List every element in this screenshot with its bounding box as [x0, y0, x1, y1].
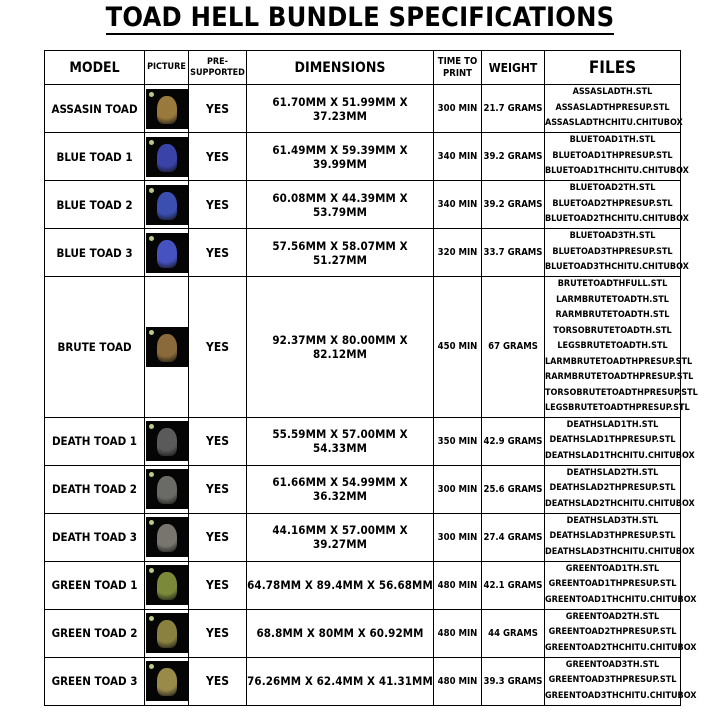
brand-logo-icon [149, 330, 154, 335]
model-picture [145, 417, 189, 465]
model-picture [145, 465, 189, 513]
presupported-value: YES [189, 229, 247, 277]
table-row [45, 85, 681, 133]
model-picture [145, 229, 189, 277]
miniature-figure [157, 620, 177, 648]
weight-value: 39.2 GRAMS [482, 181, 545, 229]
weight-value: 39.3 GRAMS [482, 657, 545, 705]
brand-logo-icon [149, 236, 154, 241]
files-list [545, 513, 695, 561]
files-list [545, 133, 689, 181]
files-list [545, 85, 681, 133]
print-time-value: 300 MIN [434, 465, 482, 513]
file-name: LARMBRUTETOADTH.STL [556, 294, 669, 305]
weight-value: 44 GRAMS [482, 609, 545, 657]
miniature-figure [157, 668, 177, 696]
weight-value: 27.4 GRAMS [482, 513, 545, 561]
model-name: DEATH TOAD 2 [45, 465, 145, 513]
model-picture [145, 277, 189, 418]
presupported-value: YES [189, 277, 247, 418]
model-name: BLUE TOAD 2 [45, 181, 145, 229]
brand-logo-icon [149, 520, 154, 525]
dimensions-value: 68.8MM X 80MM X 60.92MM [247, 609, 434, 657]
table-row [45, 657, 681, 705]
model-name: GREEN TOAD 3 [45, 657, 145, 705]
file-name: BLUETOAD2TH.STL [569, 183, 656, 194]
file-name: DEATHSLAD1THCHITU.CHITUBOX [545, 450, 695, 461]
print-time-value: 320 MIN [434, 229, 482, 277]
weight-value: 39.2 GRAMS [482, 133, 545, 181]
file-name: BLUETOAD1THCHITU.CHITUBOX [545, 166, 689, 177]
file-name: LEGSBRUTETOADTHPRESUP.STL [545, 403, 690, 413]
header-files: FILES [545, 51, 681, 85]
table-row [45, 417, 681, 465]
file-name: GREENTOAD2THCHITU.CHITUBOX [545, 642, 697, 653]
model-name: DEATH TOAD 3 [45, 513, 145, 561]
miniature-figure [157, 476, 177, 504]
weight-value: 67 GRAMS [482, 277, 545, 418]
brand-logo-icon [149, 568, 154, 573]
file-name: LEGSBRUTETOADTH.STL [557, 341, 668, 351]
dimensions-value: 44.16MM X 57.00MM X 39.27MM [247, 513, 434, 561]
print-time-value: 300 MIN [434, 85, 482, 133]
dimensions-value: 76.26MM X 62.4MM X 41.31MM [247, 657, 434, 705]
print-time-value: 340 MIN [434, 133, 482, 181]
file-name: BLUETOAD2THPRESUP.STL [552, 198, 673, 209]
file-name: BLUETOAD3THCHITU.CHITUBOX [545, 262, 689, 273]
model-name: GREEN TOAD 2 [45, 609, 145, 657]
file-name: GREENTOAD2THPRESUP.STL [548, 627, 677, 638]
file-name: BLUETOAD2THCHITU.CHITUBOX [545, 214, 689, 225]
file-name: GREENTOAD3TH.STL [565, 659, 660, 670]
file-name: DEATHSLAD3TH.STL [566, 515, 659, 526]
presupported-value: YES [189, 657, 247, 705]
presupported-value: YES [189, 561, 247, 609]
model-picture [145, 609, 189, 657]
model-thumbnail [146, 327, 188, 367]
presupported-value: YES [189, 513, 247, 561]
miniature-figure [157, 192, 177, 220]
dimensions-value: 61.49MM X 59.39MM X 39.99MM [247, 133, 434, 181]
file-name: GREENTOAD2TH.STL [565, 611, 660, 622]
model-thumbnail [146, 661, 188, 701]
table-row [45, 609, 681, 657]
miniature-figure [157, 524, 177, 552]
presupported-value: YES [189, 609, 247, 657]
model-picture [145, 133, 189, 181]
brand-logo-icon [149, 472, 154, 477]
print-time-value: 340 MIN [434, 181, 482, 229]
miniature-figure [157, 572, 177, 600]
table-row [45, 513, 681, 561]
file-name: DEATHSLAD1TH.STL [566, 419, 659, 430]
presupported-value: YES [189, 465, 247, 513]
header-dimensions: DIMENSIONS [247, 51, 434, 85]
file-name: TORSOBRUTETOADTHPRESUP.STL [545, 387, 698, 398]
page-title [0, 0, 720, 38]
presupported-value: YES [189, 85, 247, 133]
file-name: BLUETOAD3TH.STL [569, 231, 656, 242]
file-name: BLUETOAD3THPRESUP.STL [552, 246, 673, 257]
print-time-value: 350 MIN [434, 417, 482, 465]
miniature-figure [157, 144, 177, 172]
miniature-figure [157, 428, 177, 456]
file-name: RARMBRUTETOADTH.STL [555, 310, 670, 320]
model-thumbnail [146, 469, 188, 509]
file-name: BLUETOAD1TH.STL [569, 135, 656, 146]
brand-logo-icon [149, 616, 154, 621]
model-name: BLUE TOAD 1 [45, 133, 145, 181]
table-row [45, 181, 681, 229]
table-row [45, 229, 681, 277]
print-time-value: 480 MIN [434, 609, 482, 657]
files-list [545, 561, 697, 609]
file-name: ASSASLADTH.STL [572, 87, 653, 98]
weight-value: 25.6 GRAMS [482, 465, 545, 513]
weight-value: 42.1 GRAMS [482, 561, 545, 609]
file-name: DEATHSLAD1THPRESUP.STL [549, 435, 676, 446]
table-row [45, 465, 681, 513]
model-picture [145, 85, 189, 133]
file-name: GREENTOAD1TH.STL [565, 563, 660, 574]
miniature-figure [157, 334, 177, 362]
files-list [545, 657, 697, 705]
title-text: TOAD HELL BUNDLE SPECIFICATIONS [105, 2, 615, 33]
dimensions-value: 64.78MM X 89.4MM X 56.68MM [247, 561, 434, 609]
model-thumbnail [146, 517, 188, 557]
files-list [545, 417, 695, 465]
header-weight: WEIGHT [482, 51, 545, 85]
model-thumbnail [146, 565, 188, 605]
dimensions-value: 92.37MM X 80.00MM X 82.12MM [247, 277, 434, 418]
files-list [545, 609, 697, 657]
model-thumbnail [146, 185, 188, 225]
model-picture [145, 657, 189, 705]
model-picture [145, 181, 189, 229]
file-name: DEATHSLAD2TH.STL [566, 467, 659, 478]
header-model: MODEL [45, 51, 145, 85]
dimensions-value: 61.70MM X 51.99MM X 37.23MM [247, 85, 434, 133]
header-row [45, 51, 681, 85]
file-name: DEATHSLAD2THCHITU.CHITUBOX [545, 498, 695, 509]
file-name: GREENTOAD3THCHITU.CHITUBOX [545, 690, 697, 701]
dimensions-value: 61.66MM X 54.99MM X 36.32MM [247, 465, 434, 513]
weight-value: 33.7 GRAMS [482, 229, 545, 277]
file-name: RARMBRUTETOADTHPRESUP.STL [545, 372, 694, 382]
brand-logo-icon [149, 664, 154, 669]
file-name: DEATHSLAD2THPRESUP.STL [549, 483, 676, 494]
header-time: TIME TO PRINT [434, 51, 482, 85]
brand-logo-icon [149, 92, 154, 97]
file-name: TORSOBRUTETOADTH.STL [553, 325, 672, 336]
miniature-figure [157, 96, 177, 124]
file-name: BRUTETOADTHFULL.STL [557, 279, 668, 289]
specifications-table [44, 50, 698, 706]
table-row [45, 277, 681, 418]
model-thumbnail [146, 89, 188, 129]
model-name: BLUE TOAD 3 [45, 229, 145, 277]
dimensions-value: 57.56MM X 58.07MM X 51.27MM [247, 229, 434, 277]
header-picture: PICTURE [145, 51, 189, 85]
print-time-value: 480 MIN [434, 561, 482, 609]
file-name: GREENTOAD1THPRESUP.STL [548, 579, 677, 590]
model-name: DEATH TOAD 1 [45, 417, 145, 465]
file-name: GREENTOAD3THPRESUP.STL [548, 675, 677, 686]
weight-value: 21.7 GRAMS [482, 85, 545, 133]
file-name: ASSASLADTHCHITU.CHITUBOX [545, 118, 683, 129]
model-picture [145, 513, 189, 561]
presupported-value: YES [189, 417, 247, 465]
files-list [545, 181, 689, 229]
file-name: GREENTOAD1THCHITU.CHITUBOX [545, 594, 697, 605]
brand-logo-icon [149, 140, 154, 145]
model-thumbnail [146, 233, 188, 273]
print-time-value: 450 MIN [434, 277, 482, 418]
model-thumbnail [146, 137, 188, 177]
file-name: BLUETOAD1THPRESUP.STL [552, 150, 673, 161]
brand-logo-icon [149, 188, 154, 193]
files-list [545, 229, 689, 277]
file-name: LARMBRUTETOADTHPRESUP.STL [545, 356, 693, 367]
files-list [545, 277, 698, 418]
print-time-value: 300 MIN [434, 513, 482, 561]
presupported-value: YES [189, 181, 247, 229]
model-thumbnail [146, 613, 188, 653]
miniature-figure [157, 240, 177, 268]
file-name: DEATHSLAD3THCHITU.CHITUBOX [545, 546, 695, 557]
model-name: ASSASIN TOAD [45, 85, 145, 133]
brand-logo-icon [149, 424, 154, 429]
file-name: DEATHSLAD3THPRESUP.STL [549, 531, 676, 542]
presupported-value: YES [189, 133, 247, 181]
table-row [45, 561, 681, 609]
print-time-value: 480 MIN [434, 657, 482, 705]
weight-value: 42.9 GRAMS [482, 417, 545, 465]
file-name: ASSASLADTHPRESUP.STL [555, 102, 670, 113]
table-row [45, 133, 681, 181]
files-list [545, 465, 695, 513]
model-thumbnail [146, 421, 188, 461]
model-picture [145, 561, 189, 609]
model-name: BRUTE TOAD [45, 277, 145, 418]
model-name: GREEN TOAD 1 [45, 561, 145, 609]
dimensions-value: 60.08MM X 44.39MM X 53.79MM [247, 181, 434, 229]
dimensions-value: 55.59MM X 57.00MM X 54.33MM [247, 417, 434, 465]
header-presupported: PRE-SUPPORTED [189, 51, 247, 85]
